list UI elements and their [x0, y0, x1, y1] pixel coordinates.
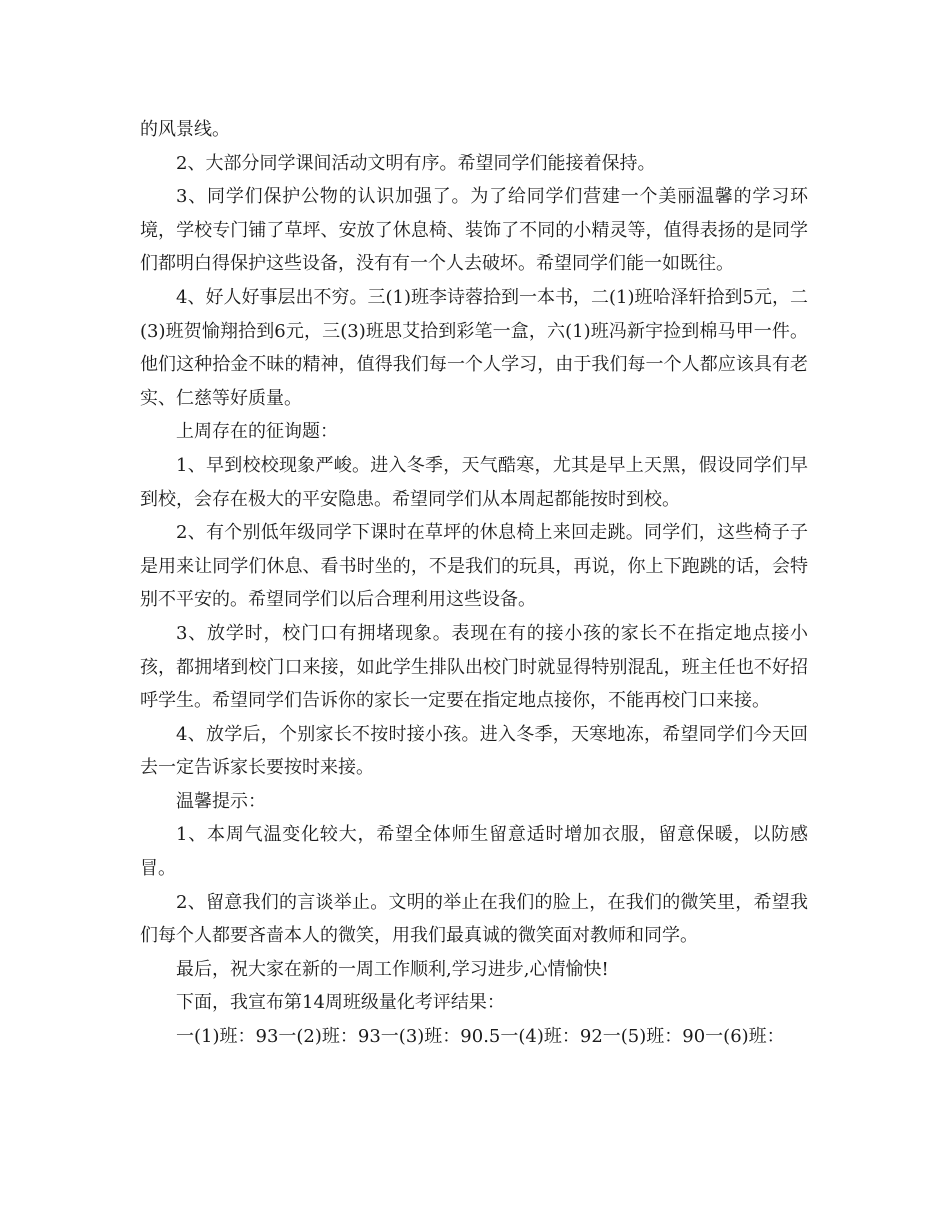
section-heading-problems: 上周存在的征询题：	[176, 421, 338, 443]
paragraph-continuation: 的风景线。	[140, 119, 230, 140]
paragraph-tip-1: 1、本周气温变化较大，希望全体师生留意适时增加衣服，留意保暖，以防感冒。	[140, 824, 808, 880]
paragraph-problem-4: 4、放学后，个别家长不按时接小孩。进入冬季，天寒地冻，希望同学们今天回去一定告诉家长要按时来接。	[140, 723, 808, 779]
paragraph-praise-3: 3、同学们保护公物的认识加强了。为了给同学们营建一个美丽温馨的学习环境，学校专门铺了草坪、安放了休息椅、装饰了不同的小精灵等，值得表扬的是同学们都明白得保护这些设备，没有有一个人去破坏。希望同学们能一如既往。	[140, 186, 808, 275]
document-page	[140, 113, 808, 1054]
paragraph-praise-2: 2、大部分同学课间活动文明有序。希望同学们能接着保持。	[176, 152, 656, 174]
paragraph-announcement: 下面，我宣布第14周班级量化考评结果：	[176, 992, 505, 1014]
paragraph-problem-3: 3、放学时，校门口有拥堵现象。表现在有的接小孩的家长不在指定地点接小孩，都拥堵到校门口来接，如此学生排队出校门时就显得特别混乱，班主任也不好招呼学生。希望同学们告诉你的家长一定要在指定地点接你，不能再校门口来接。	[140, 622, 808, 712]
paragraph-closing: 最后，祝大家在新的一周工作顺利,学习进步,心情愉快!	[176, 958, 609, 980]
paragraph-problem-1: 1、早到校校现象严峻。进入冬季，天气酷寒，尤其是早上天黑，假设同学们早到校，会存在极大的平安隐患。希望同学们从本周起都能按时到校。	[140, 454, 808, 510]
paragraph-scores: 一(1)班：93一(2)班：93一(3)班：90.5一(4)班：92一(5)班：90一(6)班：	[176, 1026, 785, 1048]
paragraph-praise-4: 4、好人好事层出不穷。三(1)班李诗蓉拾到一本书，二(1)班哈泽轩拾到5元，二(3)班贺愉翔拾到6元，三(3)班思艾拾到彩笔一盒，六(1)班冯新宇捡到棉马甲一件。他们这种拾金不昧的精神，值得我们每一个人学习，由于我们每一个人都应该具有老实、仁慈等好质量。	[140, 286, 808, 409]
section-heading-tips: 温馨提示：	[176, 790, 266, 812]
paragraph-problem-2: 2、有个别低年级同学下课时在草坪的休息椅上来回走跳。同学们，这些椅子子是用来让同学们休息、看书时坐的，不是我们的玩具，再说，你上下跑跳的话，会特别不平安的。希望同学们以后合理利用这些设备。	[140, 522, 808, 611]
paragraph-tip-2: 2、留意我们的言谈举止。文明的举止在我们的脸上，在我们的微笑里，希望我们每个人都要吝啬本人的微笑，用我们最真诚的微笑面对教师和同学。	[140, 891, 808, 947]
